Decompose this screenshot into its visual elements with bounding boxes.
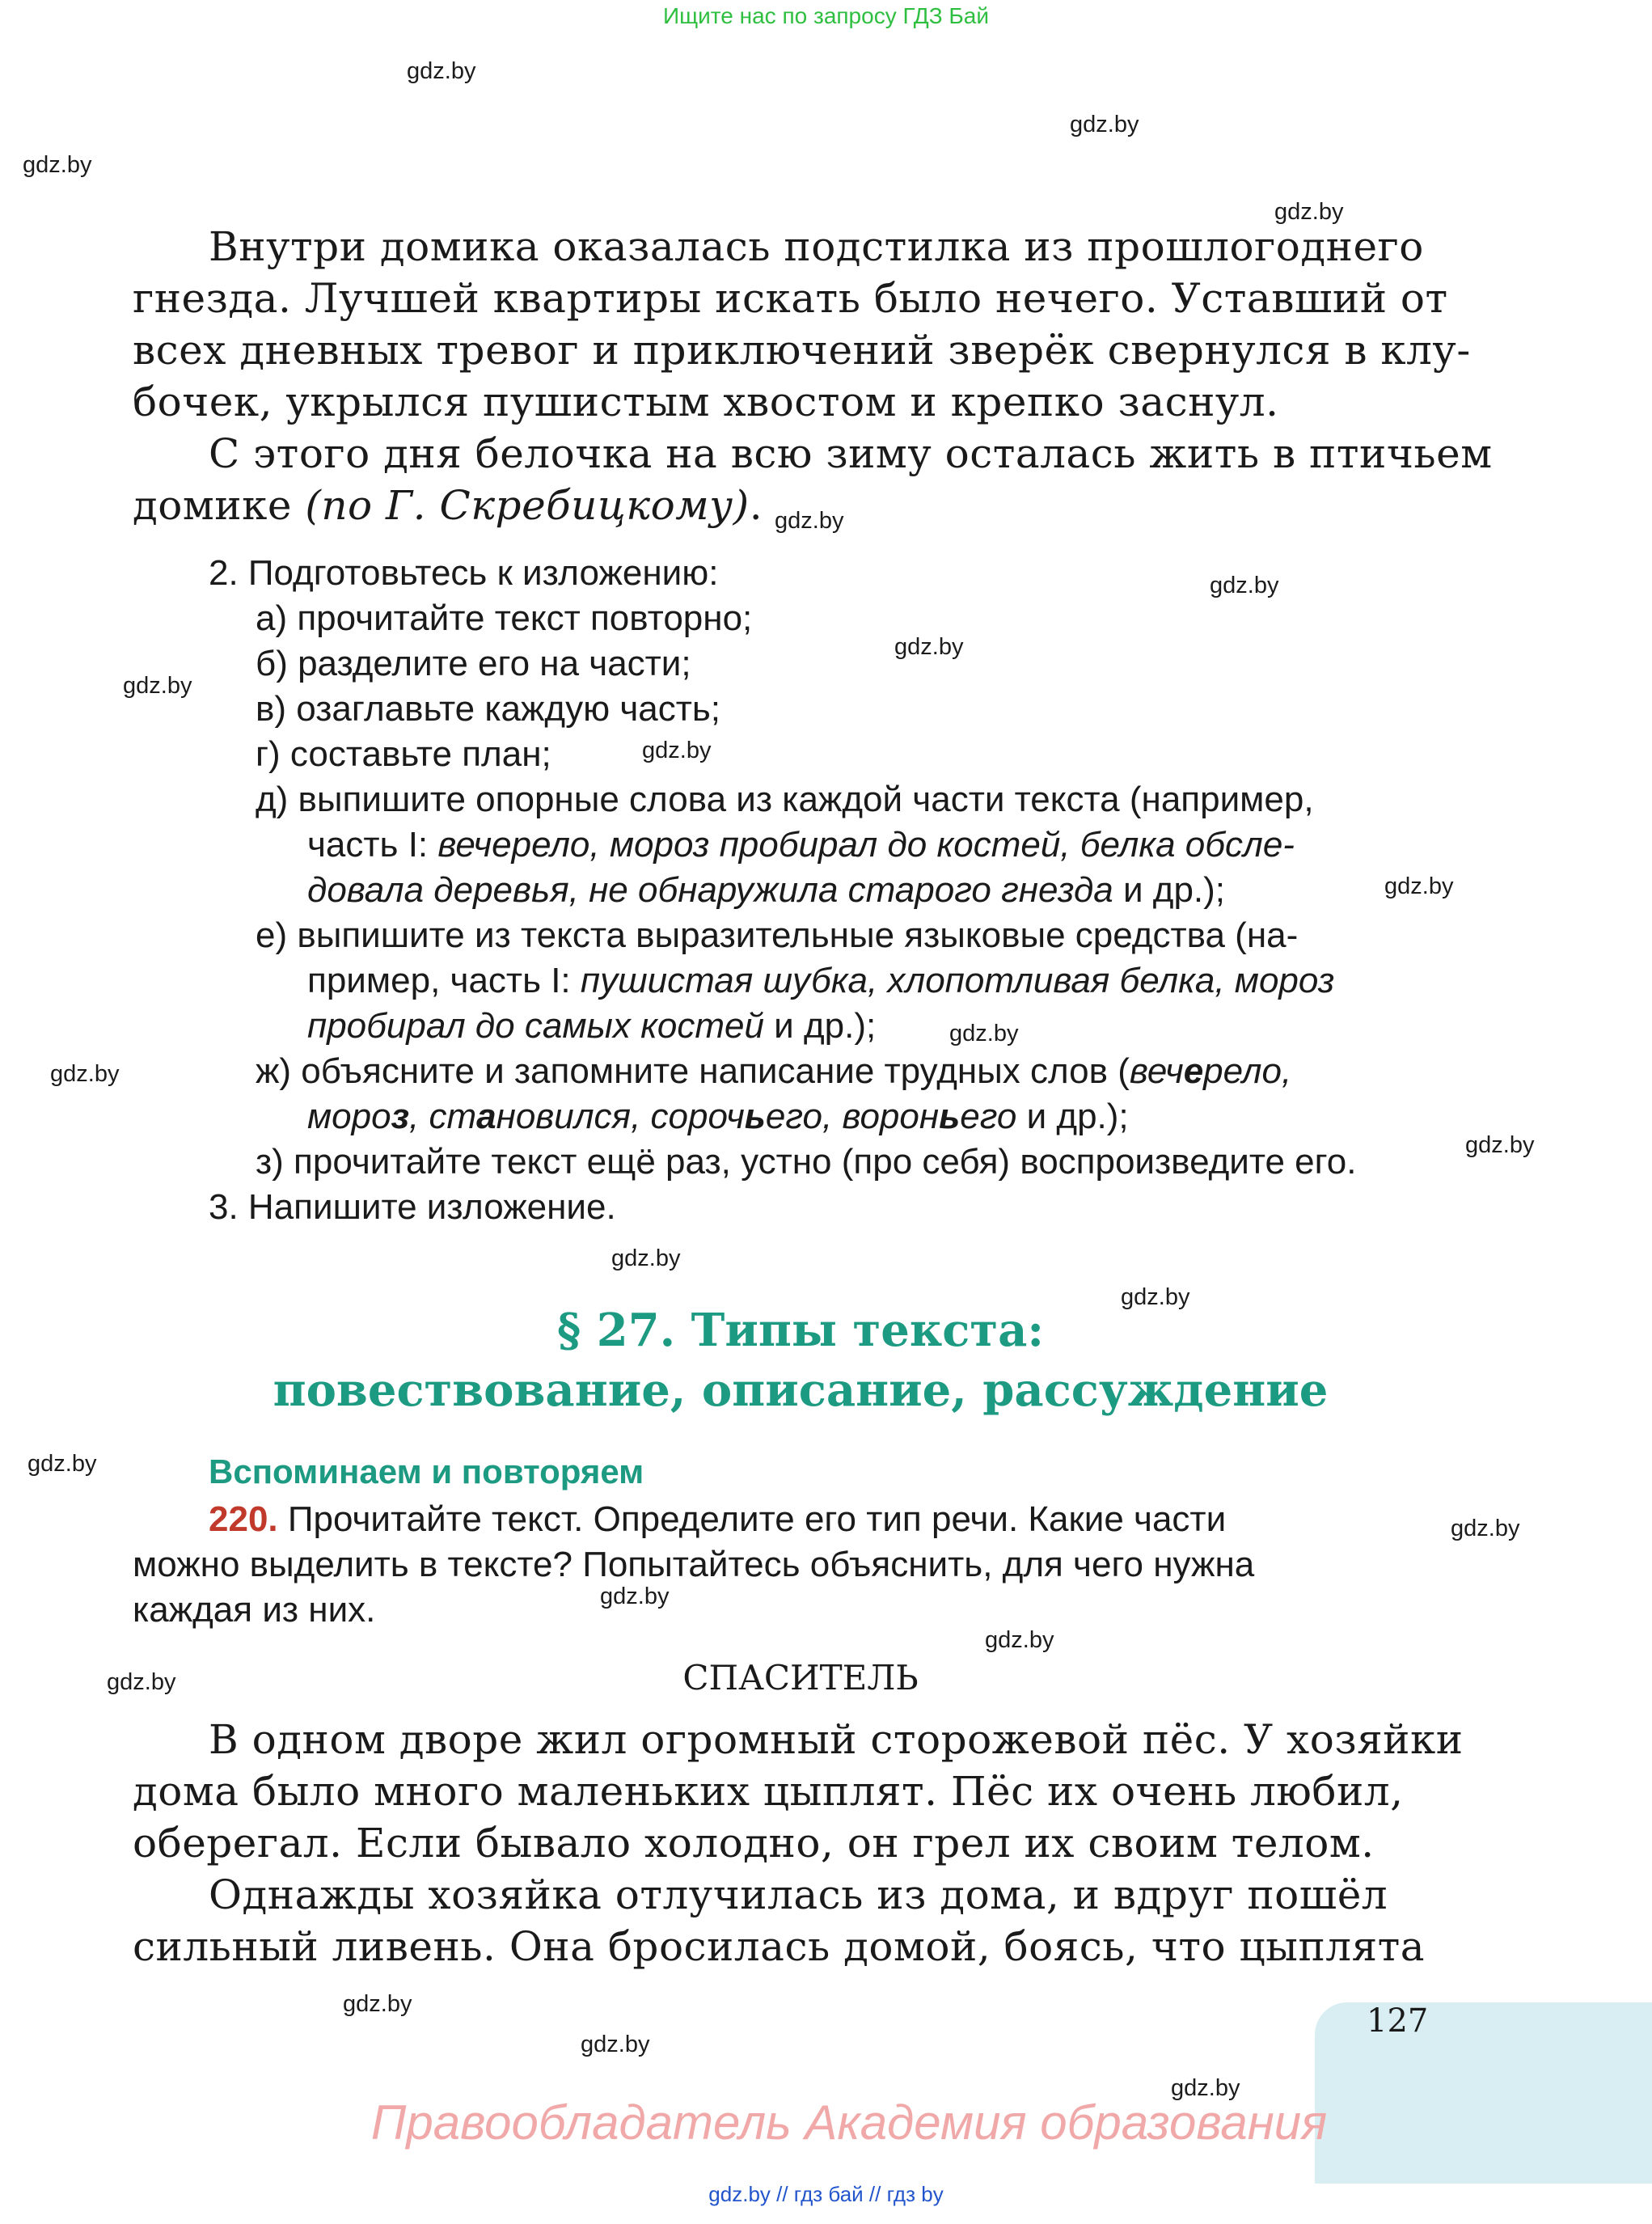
watermark: gdz.by bbox=[27, 1451, 97, 1477]
story-line: всех дневных тревог и приключений зверёк свернулся в клу- bbox=[133, 327, 1471, 374]
task-2zh-line2 bbox=[307, 1097, 1129, 1137]
word-highlight: ь bbox=[744, 1097, 766, 1136]
task-example: пробирал до самых костей bbox=[307, 1006, 764, 1046]
exercise-line2: можно выделить в тексте? Попытайтесь объяснить, для чего нужна bbox=[133, 1545, 1255, 1584]
task-2v: в) озаглавьте каждую часть; bbox=[256, 689, 721, 729]
task-2b: б) разделите его на части; bbox=[256, 644, 691, 683]
watermark: gdz.by bbox=[50, 1061, 120, 1087]
section-subtitle: повествование, описание, рассуждение bbox=[273, 1364, 1329, 1417]
footer-links: gdz.by // гдз бай // гдз by bbox=[708, 2182, 944, 2206]
task-2g: г) составьте план; bbox=[256, 734, 551, 774]
attribution: (по Г. Скребицкому) bbox=[305, 482, 750, 529]
task-example: вечерело, мороз пробирал до костей, белка обсле- bbox=[437, 825, 1295, 865]
watermark: gdz.by bbox=[642, 738, 712, 763]
word: веч bbox=[1129, 1051, 1184, 1091]
watermark: gdz.by bbox=[1274, 199, 1344, 225]
word: моро bbox=[307, 1097, 391, 1136]
story-last-line bbox=[133, 482, 763, 529]
task-2d-line2 bbox=[307, 825, 1295, 865]
story-line: Однажды хозяйка отлучилась из дома, и вдруг пошёл bbox=[209, 1871, 1388, 1918]
word-highlight: е bbox=[1183, 1051, 1204, 1091]
task-example: пушистая шубка, хлопотливая белка, мороз bbox=[580, 961, 1335, 1000]
word: , ст bbox=[409, 1097, 477, 1136]
exercise-number: 220. bbox=[209, 1499, 278, 1539]
task-2e-line1: е) выпишите из текста выразительные языковые средства (на- bbox=[256, 915, 1299, 955]
watermark: gdz.by bbox=[949, 1021, 1019, 1046]
exercise-line1 bbox=[209, 1499, 1226, 1540]
story-line: гнезда. Лучшей квартиры искать было нечего. Уставший от bbox=[133, 275, 1448, 322]
task-2d-line1: д) выпишите опорные слова из каждой части текста (например, bbox=[256, 780, 1314, 819]
story-line: сильный ливень. Она бросилась домой, боясь, что цыплята bbox=[133, 1923, 1426, 1970]
rights-holder: Правообладатель Академия образования bbox=[370, 2095, 1328, 2150]
word-highlight: ь bbox=[939, 1097, 961, 1136]
story-title: СПАСИТЕЛЬ bbox=[682, 1658, 919, 1698]
task-2a: а) прочитайте текст повторно; bbox=[256, 598, 753, 638]
section-subhead: Вспоминаем и повторяем bbox=[209, 1452, 644, 1490]
watermark: gdz.by bbox=[407, 58, 476, 84]
watermark: gdz.by bbox=[1210, 573, 1279, 598]
watermark: gdz.by bbox=[1451, 1516, 1520, 1541]
section-title: § 27. Типы текста: bbox=[556, 1304, 1045, 1357]
watermark: gdz.by bbox=[985, 1627, 1054, 1653]
watermark: gdz.by bbox=[123, 673, 192, 699]
task-text: и др.); bbox=[1016, 1097, 1129, 1136]
exercise-text: Прочитайте текст. Определите его тип речи. Какие части bbox=[277, 1499, 1227, 1539]
task-text: пример, часть I: bbox=[307, 961, 581, 1000]
word-highlight: з bbox=[391, 1097, 410, 1136]
story-line: бочек, укрылся пушистым хвостом и крепко заснул. bbox=[133, 378, 1279, 425]
task-text: часть I: bbox=[307, 825, 438, 865]
task-2zh-line1 bbox=[256, 1051, 1291, 1092]
watermark: gdz.by bbox=[581, 2032, 650, 2057]
period: . bbox=[749, 482, 763, 529]
story-line: С этого дня белочка на всю зиму осталась жить в птичьем bbox=[209, 430, 1493, 477]
word: его bbox=[960, 1097, 1017, 1136]
page-number-tab bbox=[1315, 2002, 1652, 2184]
word: рело, bbox=[1203, 1051, 1292, 1091]
watermark: gdz.by bbox=[1121, 1284, 1190, 1310]
story-line: В одном дворе жил огромный сторожевой пёс. У хозяйки bbox=[209, 1716, 1464, 1763]
watermark: gdz.by bbox=[775, 508, 844, 534]
top-banner: Ищите нас по запросу ГДЗ Бай bbox=[662, 3, 990, 28]
word-highlight: а bbox=[476, 1097, 496, 1136]
page-number: 127 bbox=[1367, 2002, 1429, 2040]
task-2e-line2 bbox=[307, 961, 1334, 1001]
task-text: ж) объясните и запомните написание трудных слов ( bbox=[256, 1051, 1130, 1091]
exercise-line3: каждая из них. bbox=[133, 1590, 376, 1630]
task-2z: з) прочитайте текст ещё раз, устно (про себя) воспроизведите его. bbox=[256, 1142, 1357, 1182]
task-2e-line3 bbox=[307, 1006, 876, 1046]
story-line: оберегал. Если бывало холодно, он грел их своим телом. bbox=[133, 1820, 1375, 1867]
story-line: Внутри домика оказалась подстилка из прошлогоднего bbox=[209, 223, 1424, 270]
task-example: довала деревья, не обнаружила старого гнезда bbox=[307, 870, 1113, 910]
watermark: gdz.by bbox=[107, 1669, 176, 1695]
watermark: gdz.by bbox=[600, 1583, 670, 1609]
story-line: дома было много маленьких цыплят. Пёс их очень любил, bbox=[133, 1768, 1404, 1815]
story-text: домике bbox=[133, 482, 306, 529]
task-3: 3. Напишите изложение. bbox=[209, 1187, 616, 1227]
task-2: 2. Подготовьтесь к изложению: bbox=[209, 553, 719, 593]
watermark: gdz.by bbox=[1171, 2075, 1240, 2101]
watermark: gdz.by bbox=[611, 1245, 681, 1271]
watermark: gdz.by bbox=[1465, 1132, 1535, 1158]
task-text: и др.); bbox=[1113, 870, 1226, 910]
watermark: gdz.by bbox=[343, 1991, 412, 2017]
watermark: gdz.by bbox=[894, 634, 964, 660]
watermark: gdz.by bbox=[1384, 873, 1454, 899]
task-text: и др.); bbox=[763, 1006, 877, 1046]
watermark: gdz.by bbox=[23, 152, 92, 178]
watermark: gdz.by bbox=[1070, 112, 1139, 137]
task-2d-line3 bbox=[307, 870, 1225, 911]
word: новился, сороч bbox=[496, 1097, 745, 1136]
word: его, ворон bbox=[765, 1097, 940, 1136]
